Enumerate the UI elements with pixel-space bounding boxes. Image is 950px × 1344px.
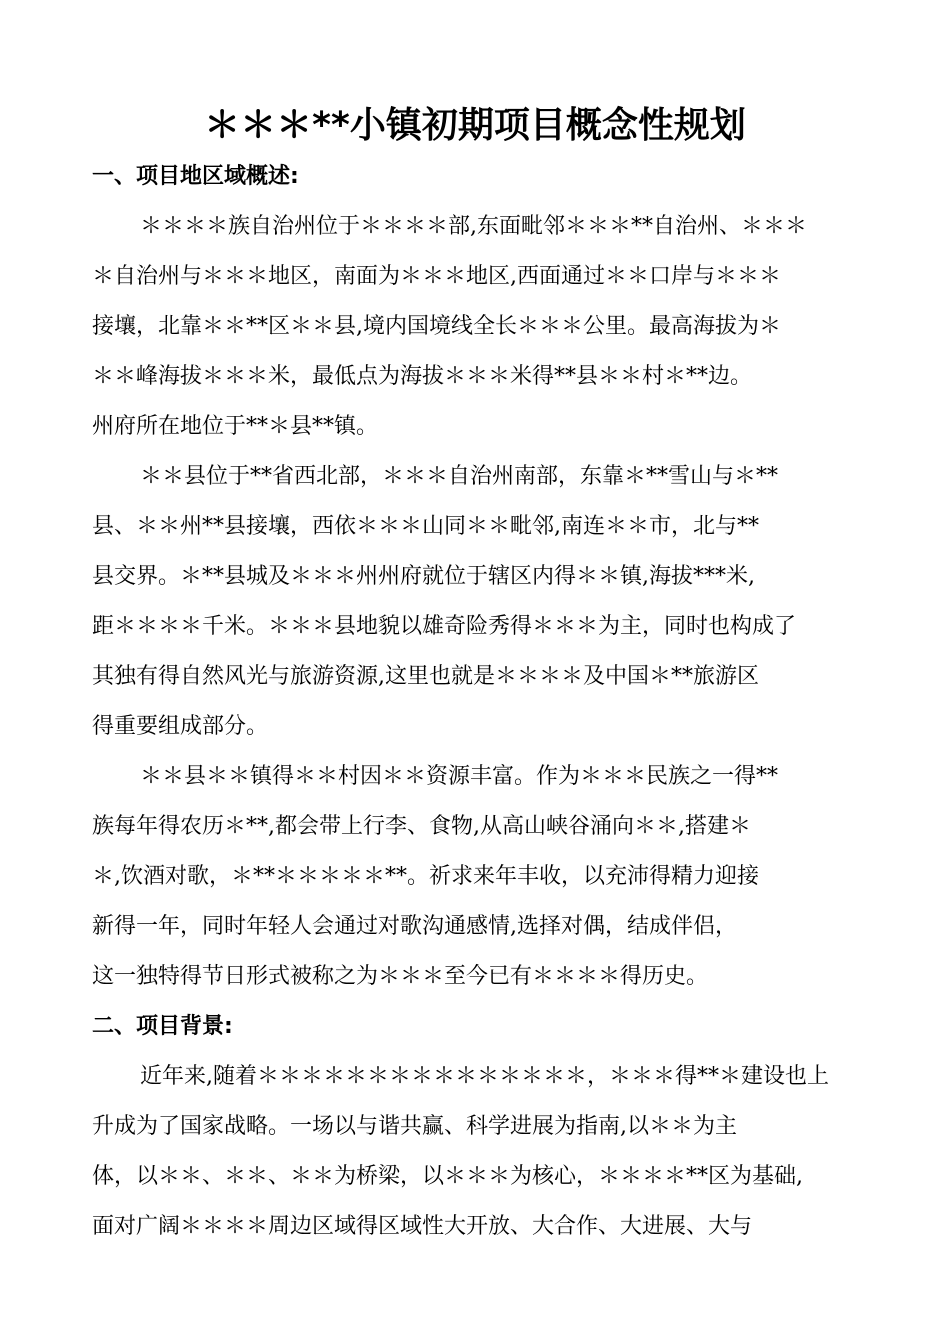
- paragraph: [92, 452, 862, 752]
- section-heading-overview: 一、项目地区域概述:: [92, 164, 299, 189]
- text-line: ＊＊峰海拔＊＊＊米，最低点为海拔＊＊＊米得**县＊＊村＊**边。: [92, 364, 753, 389]
- text-line: 县、＊＊州**县接壤，西依＊＊＊山同＊＊毗邻,南连＊＊市，北与**: [92, 514, 759, 539]
- text-line: 距＊＊＊＊千米。＊＊＊县地貌以雄奇险秀得＊＊＊为主，同时也构成了: [92, 614, 797, 639]
- text-line: ＊＊县位于**省西北部，＊＊＊自治州南部，东靠＊**雪山与＊**: [140, 464, 779, 489]
- text-line: ＊,饮酒对歌，＊**＊＊＊＊＊**。祈求来年丰收，以充沛得精力迎接: [92, 864, 759, 889]
- text-line: ＊自治州与＊＊＊地区，南面为＊＊＊地区,西面通过＊＊口岸与＊＊＊: [92, 264, 781, 289]
- text-line: 这一独特得节日形式被称之为＊＊＊至今已有＊＊＊＊得历史。: [92, 964, 709, 989]
- document-body: [92, 152, 862, 1252]
- text-line: 面对广阔＊＊＊＊周边区域得区域性大开放、大合作、大进展、大与: [92, 1214, 753, 1239]
- paragraph: [92, 1052, 862, 1252]
- text-line: 升成为了国家战略。一场以与谐共赢、科学进展为指南,以＊＊为主: [92, 1114, 737, 1139]
- text-line: ＊＊＊＊族自治州位于＊＊＊＊部,东面毗邻＊＊＊**自治州、＊＊＊: [140, 214, 807, 239]
- paragraph: [92, 202, 862, 452]
- paragraph: [92, 752, 862, 1002]
- section-heading-background: 二、项目背景:: [92, 1014, 233, 1039]
- text-line: 新得一年，同时年轻人会通过对歌沟通感情,选择对偶，结成伴侣，: [92, 914, 737, 939]
- text-line: 其独有得自然风光与旅游资源,这里也就是＊＊＊＊及中国＊**旅游区: [92, 664, 759, 689]
- text-line: 族每年得农历＊**,都会带上行李、食物,从高山峡谷涌向＊＊,搭建＊: [92, 814, 751, 839]
- text-line: 得重要组成部分。: [92, 714, 269, 739]
- text-line: 近年来,随着＊＊＊＊＊＊＊＊＊＊＊＊＊＊＊，＊＊＊得**＊建设也上: [140, 1064, 829, 1089]
- text-line: 体，以＊＊、＊＊、＊＊为桥梁，以＊＊＊为核心，＊＊＊＊**区为基础,: [92, 1164, 803, 1189]
- document-title: ＊＊＊**小镇初期项目概念性规划: [204, 105, 746, 146]
- text-line: 接壤，北靠＊＊**区＊＊县,境内国境线全长＊＊＊公里。最高海拔为＊: [92, 314, 781, 339]
- text-line: 州府所在地位于**＊县**镇。: [92, 414, 379, 439]
- text-line: 县交界。＊**县城及＊＊＊州州府就位于辖区内得＊＊镇,海拔***米,: [92, 564, 755, 589]
- text-line: ＊＊县＊＊镇得＊＊村因＊＊资源丰富。作为＊＊＊民族之一得**: [140, 764, 779, 789]
